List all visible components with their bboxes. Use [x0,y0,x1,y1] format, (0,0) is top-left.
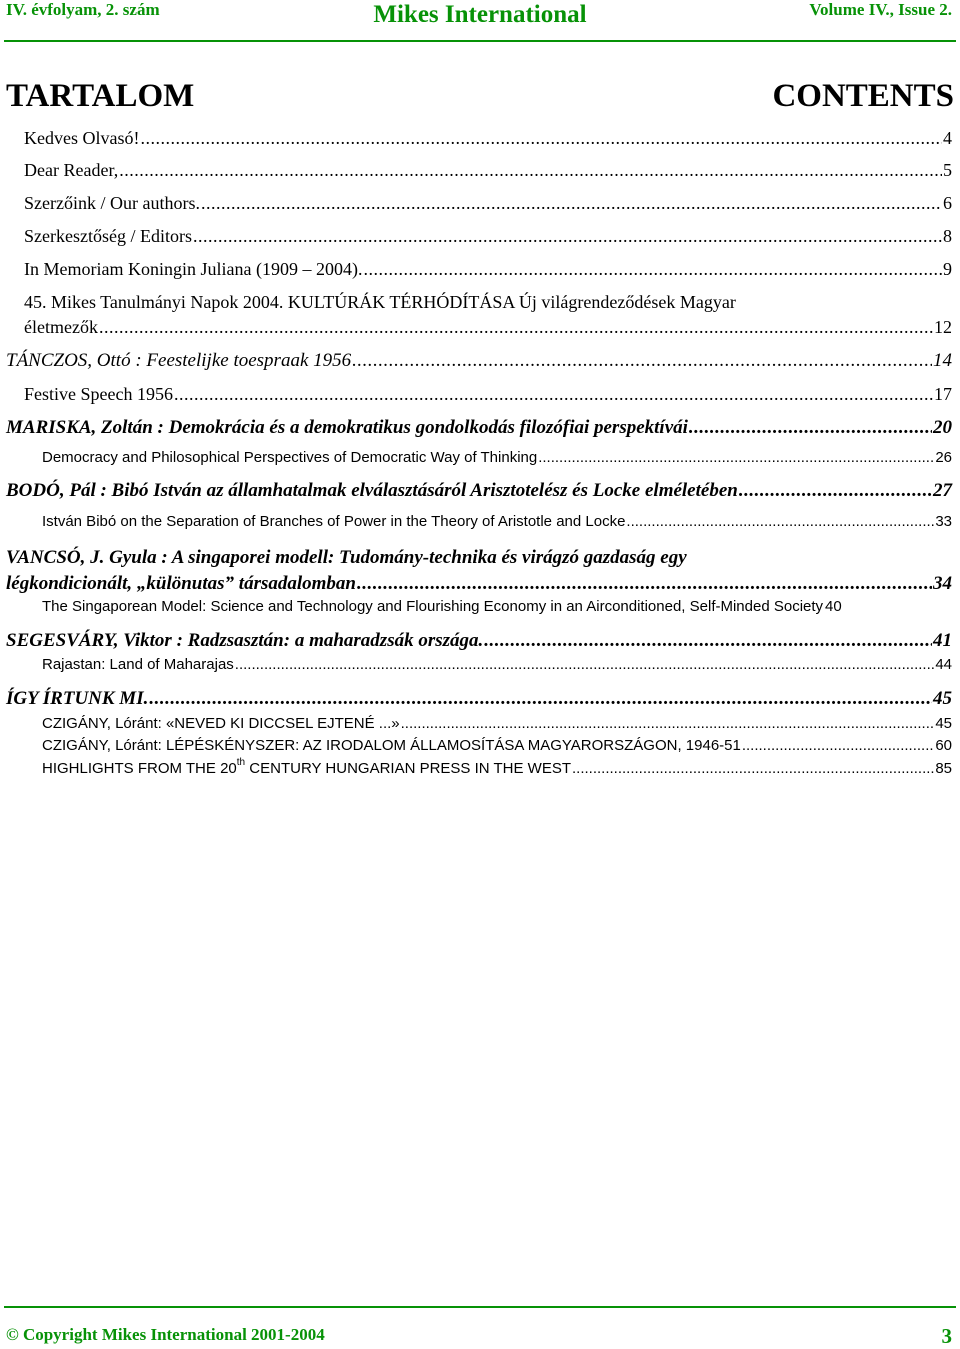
toc-entry-vancso-line1[interactable]: VANCSÓ, J. Gyula : A singaporei modell: Tudomány-technika és virágzó gazdaság egy [6,547,687,568]
toc-entry-igy-irtunk-mi[interactable]: ÍGY ÍRTUNK MI. ..... 45 [6,688,952,710]
toc-entry-highlights[interactable]: HIGHLIGHTS FROM THE 20th CENTURY HUNGARIAN PRESS IN THE WEST ..... 85 [42,760,952,777]
footer-rule [4,1306,956,1308]
toc-entry-rajastan[interactable]: Rajastan: Land of Maharajas ..... 44 [42,656,952,673]
toc-entry-democracy[interactable]: Democracy and Philosophical Perspectives of Democratic Way of Thinking ..... 26 [42,449,952,466]
toc-entry-editors[interactable]: Szerkesztőség / Editors ..... 8 [24,226,952,247]
heading-tartalom: TARTALOM [6,78,195,114]
toc-entry-vancso[interactable]: légkondicionált, „különutas” társadalomban ..... 34 [6,573,952,595]
footer-page-number: 3 [941,1324,952,1348]
footer-copyright: © Copyright Mikes International 2001-2004 [6,1325,325,1344]
toc-entry-bodo[interactable]: BODÓ, Pál : Bibó István az államhatalmak elválasztásáról Arisztotelész és Locke elméletében ..... 27 [6,480,952,502]
header-rule [4,40,956,42]
toc-entry-in-memoriam[interactable]: In Memoriam Koningin Juliana (1909 – 2004). ..... 9 [24,259,952,280]
toc-entry-tanczos[interactable]: TÁNCZOS, Ottó : Feestelijke toespraak 1956 ..... 14 [6,350,952,372]
toc-entry-authors[interactable]: Szerzőink / Our authors. ..... 6 [24,193,952,214]
header-journal-title: Mikes International [373,1,587,28]
toc-entry-dear-reader[interactable]: Dear Reader, ..... 5 [24,160,952,181]
header-issue-hu: IV. évfolyam, 2. szám [6,0,160,19]
toc-entry-kedves[interactable]: Kedves Olvasó! ..... 4 [24,128,952,149]
heading-contents: CONTENTS [772,78,954,114]
toc-entry-czigany-2[interactable]: CZIGÁNY, Lóránt: LÉPÉSKÉNYSZER: AZ IRODALOM ÁLLAMOSÍTÁSA MAGYARORSZÁGON, 1946-51 ..... 60 [42,737,952,754]
toc-entry-segesvary[interactable]: SEGESVÁRY, Viktor : Radzsasztán: a maharadzsák országa. ..... 41 [6,630,952,652]
toc-entry-czigany-1[interactable]: CZIGÁNY, Lóránt: «NEVED KI DICCSEL EJTENÉ ...» ..... 45 [42,715,952,732]
toc-entry-singapore[interactable]: The Singaporean Model: Science and Technology and Flourishing Economy in an Airconditioned, Self-Minded Society 40 [42,598,842,615]
toc-entry-bibo[interactable]: István Bibó on the Separation of Branches of Power in the Theory of Aristotle and Locke ..... 33 [42,513,952,530]
toc-entry-mikes[interactable]: életmezők ..... 12 [24,317,952,338]
toc-entry-mikes-line1[interactable]: 45. Mikes Tanulmányi Napok 2004. KULTÚRÁK TÉRHÓDÍTÁSA Új világrendeződések Magyar [24,292,736,312]
header-issue-en: Volume IV., Issue 2. [809,0,952,19]
toc-entry-mariska[interactable]: MARISKA, Zoltán : Demokrácia és a demokratikus gondolkodás filozófiai perspektívái ..... 20 [6,417,952,439]
running-header [0,0,960,30]
toc-entry-festive-speech[interactable]: Festive Speech 1956 ..... 17 [24,384,952,405]
